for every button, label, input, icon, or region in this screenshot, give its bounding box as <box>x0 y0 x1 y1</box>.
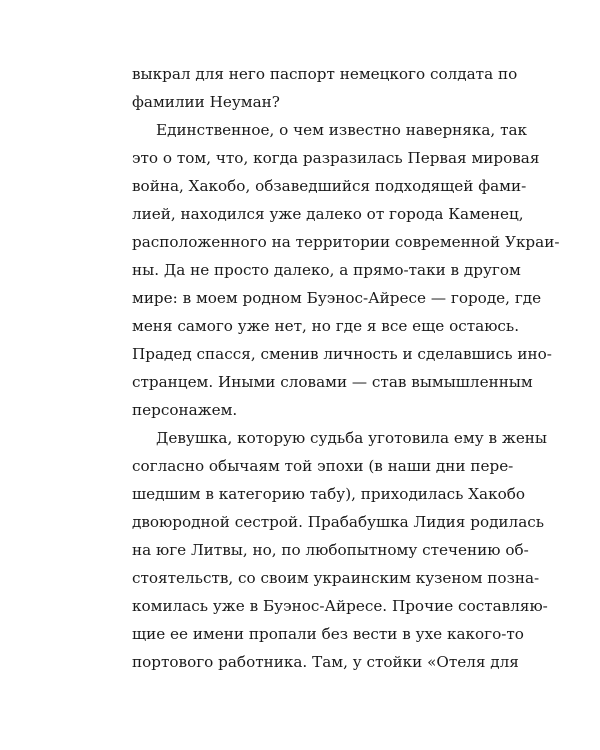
text-line: странцем. Иными словами — став вымышленным <box>132 373 533 391</box>
text-line: меня самого уже нет, но где я все еще остаюсь. <box>132 317 520 335</box>
text-line: портового работника. Там, у стойки «Отеля для <box>132 653 519 671</box>
text-line: мире: в моем родном Буэнос-Айресе — городе, где <box>132 289 542 307</box>
text-line: ны. Да не просто далеко, а прямо-таки в другом <box>132 261 521 279</box>
text-line: стоятельств, со своим украинским кузеном позна- <box>132 569 540 587</box>
text-line: Прадед спасся, сменив личность и сделавшись ино- <box>132 345 552 363</box>
paragraph-first-line: Единственное, о чем известно наверняка, так <box>156 121 528 139</box>
text-line: выкрал для него паспорт немецкого солдата по <box>132 65 518 83</box>
text-line: согласно обычаям той эпохи (в наши дни пере- <box>132 457 514 475</box>
text-line: шедшим в категорию табу), приходилась Хакобо <box>132 485 526 503</box>
text-line: комилась уже в Буэнос-Айресе. Прочие составляю- <box>132 597 548 615</box>
text-line: лией, находился уже далеко от города Каменец, <box>132 205 524 223</box>
paragraph-first-line: Девушка, которую судьба уготовила ему в жены <box>156 429 548 447</box>
text-line: персонажем. <box>132 401 238 419</box>
text-line: на юге Литвы, но, по любопытному стечению об- <box>132 541 529 559</box>
text-line: это о том, что, когда разразилась Первая мировая <box>132 149 540 167</box>
text-line: щие ее имени пропали без вести в ухе какого-то <box>132 625 524 643</box>
text-line: расположенного на территории современной Украи- <box>132 233 560 251</box>
text-line: фамилии Неуман? <box>132 93 280 111</box>
text-line: двоюродной сестрой. Прабабушка Лидия родилась <box>132 513 545 531</box>
text-line: война, Хакобо, обзаведшийся подходящей фами- <box>132 177 527 195</box>
